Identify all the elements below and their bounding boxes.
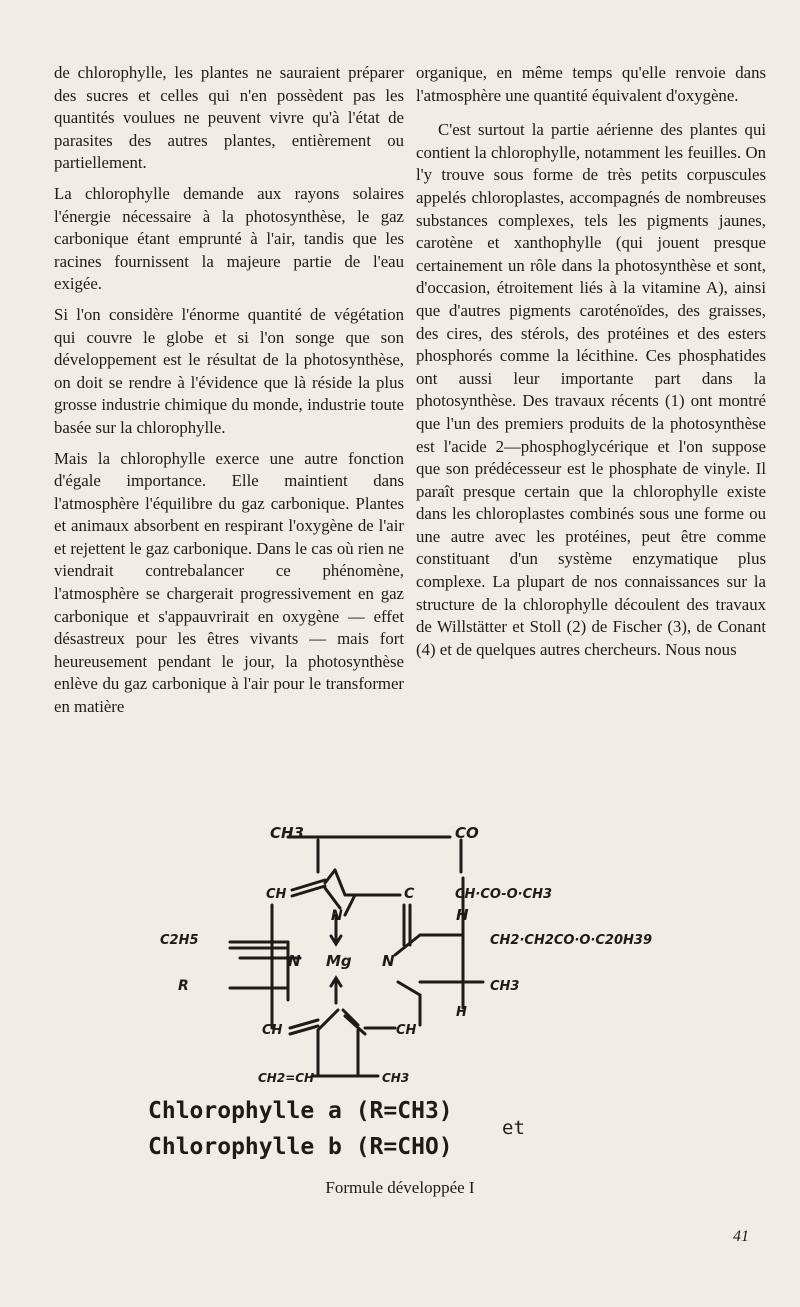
- paragraph: organique, en même temps qu'elle renvoie dans l'atmosphère une quantité équivalent d'oxygène.: [416, 63, 766, 105]
- paragraph: de chlorophylle, les plantes ne sauraient préparer des sucres et celles qui n'en possèdent pas les quantités voulues ne peuvent vivre qu'à l'état de parasites des autres plantes, entièrement ou partiellement.: [54, 63, 404, 173]
- formula-label: CH: [266, 887, 287, 902]
- paragraph: Si l'on considère l'énorme quantité de végétation qui couvre le globe et si l'on songe que son développement est le résultat de la photosynthèse, on doit se rendre à l'évidence que là réside la plus grosse industrie chimique du monde, industrie toute basée sur la chlorophylle.: [54, 304, 404, 437]
- formula-label: N: [382, 952, 395, 970]
- formula-labels: [160, 824, 652, 1085]
- formula-label: Mg: [326, 952, 352, 970]
- formula-label: R: [178, 978, 189, 994]
- formula-label: CH3: [382, 1071, 410, 1085]
- formula-label: C: [404, 886, 415, 902]
- paragraph: La chlorophylle demande aux rayons solaires l'énergie nécessaire à la photosynthèse, le gaz carbonique étant emprunté à l'air, tandis que les racines fournissent la majeure partie de l'eau exigée.: [54, 183, 404, 294]
- formula-label: CH2·CH2CO·O·C20H39: [490, 933, 652, 948]
- paragraph: C'est surtout la partie aérienne des plantes qui contient la chlorophylle, notamment les feuilles. On l'y trouve sous forme de très petits corpuscules appelés chloroplastes, accompagnés de nombreuses substances complexes, tels les pigments jaunes, carotène et xanthophylle (qui jouent presque certainement un rôle dans la photosynthèse et sont, d'occasion, étroitement liés à la vitamine A), ainsi que d'autres pigments caroténoïdes, des graisses, des cires, des stérols, des protéines et des esters phosphorés comme la lécithine. Ces phosphatides ont aussi leur importante part dans la photosynthèse. Des travaux récents (1) ont montré que l'un des premiers produits de la photosynthèse est l'acide 2—phosphoglycérique et l'on suppose que son prédécesseur est le phosphate de vinyle. Il paraît presque certain que la chlorophylle existe dans les chloroplastes combinés sous une forme ou une autre avec les protéines, peut être comme constituant d'un système enzymatique plus complexe. La plupart de nos connaissances sur la structure de la chlorophylle découlent des travaux de Willstätter et Stoll (2) de Fischer (3), de Conant (4) et de quelques autres chercheurs. Nous nous: [416, 120, 766, 659]
- chlorophyll-b-label: Chlorophylle b (R=CHO): [148, 1134, 453, 1160]
- formula-label: CH3: [270, 824, 304, 842]
- page-number: 41: [733, 1228, 749, 1245]
- formula-label: CH·CO-O·CH3: [455, 887, 553, 902]
- formula-label: CO: [455, 824, 479, 842]
- formula-label: N: [331, 908, 343, 924]
- chlorophyll-a-label: Chlorophylle a (R=CH3): [148, 1098, 453, 1124]
- et-label: et: [502, 1117, 525, 1139]
- formula-label: N: [288, 952, 301, 970]
- formula-bonds: [230, 837, 483, 1076]
- formula-label: H: [456, 1005, 467, 1020]
- formula-label: H: [456, 906, 469, 924]
- figure-caption: Formule développée I: [325, 1178, 475, 1197]
- formula-label: C2H5: [160, 933, 199, 948]
- formula-label: CH: [396, 1023, 417, 1038]
- formula-names: [148, 1098, 525, 1160]
- paragraph: Mais la chlorophylle exerce une autre fonction d'égale importance. Elle maintient dans l'atmosphère l'équilibre du gaz carbonique. Plantes et animaux absorbent en respirant l'oxygène de l'air et rejettent le gaz carbonique. Dans le cas où rien ne viendrait contrebalancer ce phénomène, l'atmosphère se chargerait progressivement en gaz carbonique et s'appauvrirait en oxygène — effet désastreux pour les êtres vivants — mais fort heureusement pendant le jour, la photosynthèse enlève du gaz carbonique à l'air pour le transformer en matière: [54, 448, 404, 717]
- formula-label: CH3: [490, 979, 520, 994]
- formula-label: CH2=CH: [258, 1071, 315, 1085]
- formula-label: CH: [262, 1023, 283, 1038]
